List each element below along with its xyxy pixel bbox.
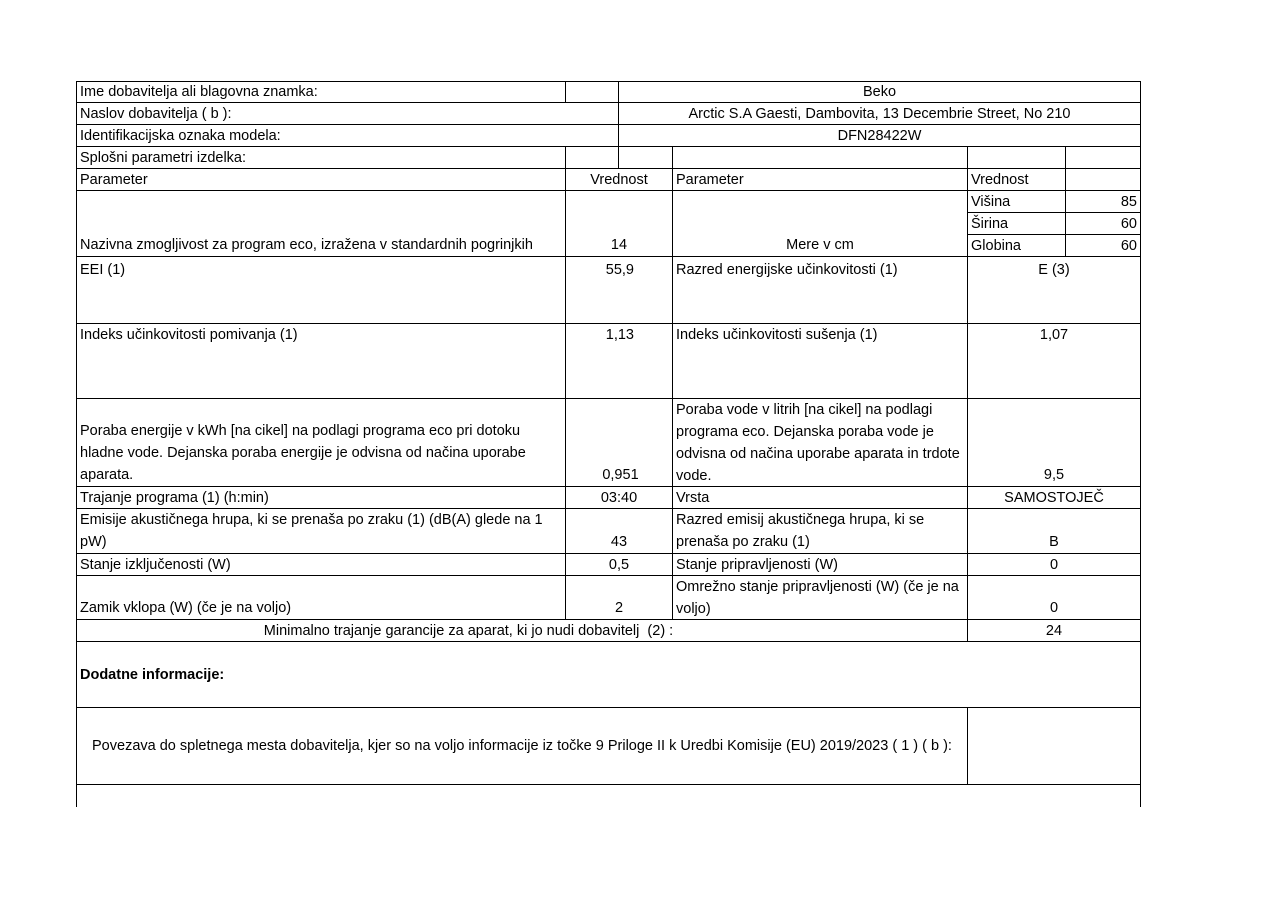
width-label: Širina (967, 212, 1066, 235)
type-label: Vrsta (672, 486, 968, 509)
capacity-label (76, 190, 566, 257)
dimensions-label (672, 190, 968, 257)
noise-emission-value-text: 43 (610, 534, 628, 550)
water-consumption-value-text: 9,5 (1043, 467, 1065, 483)
network-standby-label: Omrežno stanje pripravljenosti (W) (če je na voljo) (672, 575, 968, 620)
duration-value: 03:40 (565, 486, 673, 509)
supplier-name-label: Ime dobavitelja ali blagovna znamka: (76, 81, 566, 103)
delay-start-value (565, 575, 673, 620)
header-parameter-right: Parameter (672, 168, 968, 191)
depth-label: Globina (967, 234, 1066, 257)
cleaning-index-label: Indeks učinkovitosti pomivanja (1) (76, 323, 566, 399)
network-standby-value-text: 0 (1049, 600, 1059, 616)
empty-cell (967, 146, 1066, 169)
warranty-label: Minimalno trajanje garancije za aparat, ki jo nudi dobavitelj (2) : (76, 619, 968, 642)
noise-class-value-text: B (1049, 534, 1059, 550)
height-value: 85 (1065, 190, 1141, 213)
delay-start-value-text: 2 (614, 600, 624, 616)
general-params-label: Splošni parametri izdelka: (76, 146, 566, 169)
noise-emission-value (565, 508, 673, 554)
empty-cell (1065, 168, 1141, 191)
eei-label: EEI (1) (76, 256, 566, 324)
supplier-website-label-text: Povezava do spletnega mesta dobavitelja, kjer so na voljo informacije iz točke 9 Priloge II k Uredbi Komisije (EU) 2019/2023 ( 1 ) ( b ): (92, 738, 952, 754)
model-id-value: DFN28422W (618, 124, 1141, 147)
warranty-value: 24 (967, 619, 1141, 642)
off-mode-label: Stanje izključenosti (W) (76, 553, 566, 576)
supplier-website-label (76, 707, 968, 785)
product-information-sheet (77, 82, 1142, 807)
type-value: SAMOSTOJEČ (967, 486, 1141, 509)
water-consumption-label: Poraba vode v litrih [na cikel] na podlagi programa eco. Dejanska poraba vode je odvisna od načina uporabe aparata in trdote vode. (672, 398, 968, 487)
drying-index-value: 1,07 (967, 323, 1141, 399)
energy-consumption-label (76, 398, 566, 487)
supplier-address-label: Naslov dobavitelja ( b ): (76, 102, 619, 125)
delay-start-label (76, 575, 566, 620)
standby-value: 0 (967, 553, 1141, 576)
supplier-website-value[interactable] (967, 707, 1141, 785)
energy-class-value: E (3) (967, 256, 1141, 324)
empty-cell (618, 146, 673, 169)
empty-cell (1065, 146, 1141, 169)
cleaning-index-value: 1,13 (565, 323, 673, 399)
header-value-right: Vrednost (967, 168, 1066, 191)
supplier-address-value: Arctic S.A Gaesti, Dambovita, 13 Decembrie Street, No 210 (618, 102, 1141, 125)
capacity-label-text: Nazivna zmogljivost za program eco, izražena v standardnih pogrinjkih (80, 237, 533, 253)
noise-class-value (967, 508, 1141, 554)
height-label: Višina (967, 190, 1066, 213)
network-standby-value (967, 575, 1141, 620)
off-mode-value: 0,5 (565, 553, 673, 576)
energy-class-label: Razred energijske učinkovitosti (1) (672, 256, 968, 324)
energy-consumption-label-text: Poraba energije v kWh [na cikel] na podlagi programa eco pri dotoku hladne vode. Dejanska poraba energije je odvisna od načina uporabe aparata. (80, 423, 530, 483)
duration-label: Trajanje programa (1) (h:min) (76, 486, 566, 509)
capacity-value (565, 190, 673, 257)
empty-cell (672, 146, 968, 169)
noise-class-label: Razred emisij akustičnega hrupa, ki se prenaša po zraku (1) (672, 508, 968, 554)
table-continuation (76, 785, 1141, 807)
delay-start-label-text: Zamik vklopa (W) (če je na voljo) (80, 600, 292, 616)
header-value-left: Vrednost (565, 168, 673, 191)
energy-consumption-value-text: 0,951 (602, 467, 639, 483)
capacity-value-text: 14 (610, 237, 628, 253)
empty-cell (565, 146, 619, 169)
drying-index-label: Indeks učinkovitosti sušenja (1) (672, 323, 968, 399)
header-parameter-left: Parameter (76, 168, 566, 191)
energy-consumption-value (565, 398, 673, 487)
water-consumption-value (967, 398, 1141, 487)
model-id-label: Identifikacijska oznaka modela: (76, 124, 619, 147)
supplier-name-value: Beko (618, 81, 1141, 103)
noise-emission-label: Emisije akustičnega hrupa, ki se prenaša po zraku (1) (dB(A) glede na 1 pW) (76, 508, 566, 554)
additional-info-heading (76, 641, 1141, 708)
empty-cell (565, 81, 619, 103)
dimensions-label-text: Mere v cm (786, 237, 854, 253)
depth-value: 60 (1065, 234, 1141, 257)
standby-label: Stanje pripravljenosti (W) (672, 553, 968, 576)
width-value: 60 (1065, 212, 1141, 235)
eei-value: 55,9 (565, 256, 673, 324)
additional-info-heading-text: Dodatne informacije: (80, 666, 225, 683)
